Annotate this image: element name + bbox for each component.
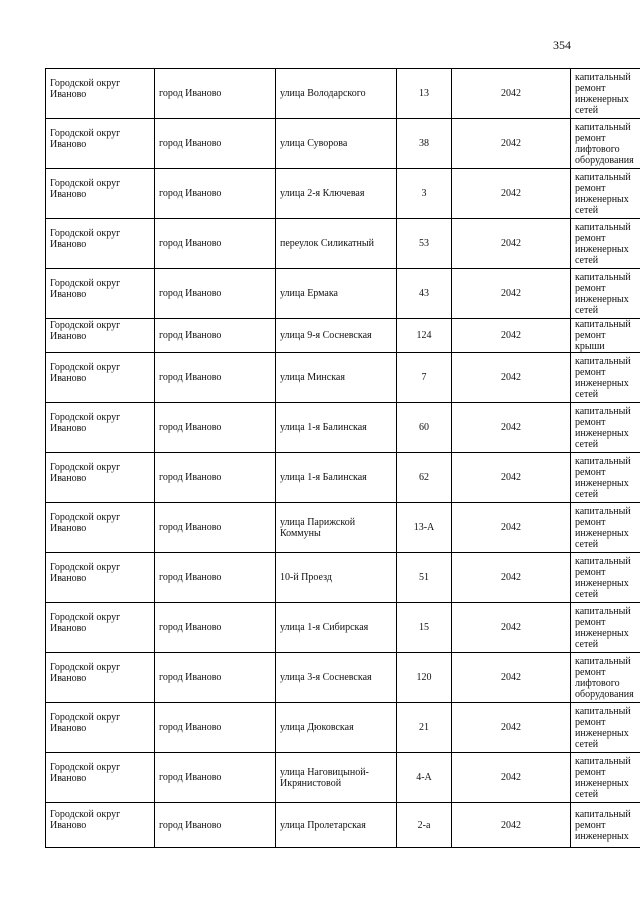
cell-house-number: 15 bbox=[397, 603, 452, 653]
cell-city: город Иваново bbox=[155, 753, 276, 803]
cell-house-number: 7 bbox=[397, 353, 452, 403]
cell-work-type: капитальный ремонт инженерных сетей bbox=[571, 453, 640, 503]
cell-street: улица 1-я Балинская bbox=[276, 453, 397, 503]
okrug-text: Городской округ Иваново bbox=[50, 809, 121, 831]
table-row bbox=[46, 219, 640, 269]
cell-work-type: капитальный ремонт лифтового оборудования bbox=[571, 653, 640, 703]
cell-okrug bbox=[46, 69, 155, 119]
okrug-text: Городской округ Иваново bbox=[50, 77, 121, 100]
cell-work-type: капитальный ремонт крыши bbox=[571, 319, 640, 353]
cell-city: город Иваново bbox=[155, 219, 276, 269]
registry-body bbox=[46, 69, 640, 848]
cell-street: улица Минская bbox=[276, 353, 397, 403]
cell-year: 2042 bbox=[452, 803, 571, 848]
table-row bbox=[46, 553, 640, 603]
table-row bbox=[46, 453, 640, 503]
cell-house-number: 43 bbox=[397, 269, 452, 319]
cell-city: город Иваново bbox=[155, 69, 276, 119]
table-row bbox=[46, 353, 640, 403]
cell-okrug bbox=[46, 503, 155, 553]
cell-work-type: капитальный ремонт инженерных сетей bbox=[571, 169, 640, 219]
okrug-text: Городской округ Иваново bbox=[50, 227, 121, 250]
cell-okrug bbox=[46, 119, 155, 169]
cell-okrug bbox=[46, 169, 155, 219]
cell-work-type: капитальный ремонт инженерных сетей bbox=[571, 753, 640, 803]
cell-street: улица Суворова bbox=[276, 119, 397, 169]
cell-year: 2042 bbox=[452, 319, 571, 353]
cell-work-type: капитальный ремонт инженерных сетей bbox=[571, 403, 640, 453]
cell-okrug bbox=[46, 319, 155, 353]
table-row bbox=[46, 269, 640, 319]
cell-work-type: капитальный ремонт инженерных сетей bbox=[571, 553, 640, 603]
cell-year: 2042 bbox=[452, 453, 571, 503]
cell-okrug bbox=[46, 269, 155, 319]
okrug-text: Городской округ Иваново bbox=[50, 127, 121, 150]
cell-okrug bbox=[46, 219, 155, 269]
table-row bbox=[46, 119, 640, 169]
cell-city: город Иваново bbox=[155, 653, 276, 703]
cell-city: город Иваново bbox=[155, 119, 276, 169]
cell-okrug bbox=[46, 553, 155, 603]
cell-okrug bbox=[46, 703, 155, 753]
table-row bbox=[46, 803, 640, 848]
cell-city: город Иваново bbox=[155, 353, 276, 403]
cell-city: город Иваново bbox=[155, 453, 276, 503]
cell-house-number: 21 bbox=[397, 703, 452, 753]
cell-work-type: капитальный ремонт инженерных сетей bbox=[571, 69, 640, 119]
cell-work-type: капитальный ремонт инженерных сетей bbox=[571, 603, 640, 653]
cell-city: город Иваново bbox=[155, 603, 276, 653]
okrug-text: Городской округ Иваново bbox=[50, 411, 121, 434]
okrug-text: Городской округ Иваново bbox=[50, 319, 121, 342]
page-number: 354 bbox=[553, 38, 571, 52]
cell-year: 2042 bbox=[452, 653, 571, 703]
okrug-text: Городской округ Иваново bbox=[50, 177, 121, 200]
table-row bbox=[46, 653, 640, 703]
cell-city: город Иваново bbox=[155, 269, 276, 319]
cell-work-type: капитальный ремонт инженерных сетей bbox=[571, 219, 640, 269]
cell-city: город Иваново bbox=[155, 803, 276, 848]
table-row bbox=[46, 503, 640, 553]
cell-street: улица 1-я Сибирская bbox=[276, 603, 397, 653]
table-row bbox=[46, 169, 640, 219]
cell-street: переулок Силикатный bbox=[276, 219, 397, 269]
okrug-text: Городской округ Иваново bbox=[50, 611, 121, 634]
table-row bbox=[46, 319, 640, 353]
cell-street: улица 1-я Балинская bbox=[276, 403, 397, 453]
okrug-text: Городской округ Иваново bbox=[50, 761, 121, 784]
cell-house-number: 120 bbox=[397, 653, 452, 703]
cell-house-number: 38 bbox=[397, 119, 452, 169]
cell-street: улица Володарского bbox=[276, 69, 397, 119]
registry-table bbox=[45, 68, 640, 848]
cell-house-number: 2-а bbox=[397, 803, 452, 848]
cell-street: улица Пролетарская bbox=[276, 803, 397, 848]
cell-house-number: 53 bbox=[397, 219, 452, 269]
table-row bbox=[46, 703, 640, 753]
cell-city: город Иваново bbox=[155, 403, 276, 453]
okrug-text: Городской округ Иваново bbox=[50, 711, 121, 734]
cell-year: 2042 bbox=[452, 119, 571, 169]
okrug-text: Городской округ Иваново bbox=[50, 661, 121, 684]
cell-city: город Иваново bbox=[155, 703, 276, 753]
cell-street: улица 3-я Сосневская bbox=[276, 653, 397, 703]
cell-okrug bbox=[46, 353, 155, 403]
cell-okrug bbox=[46, 603, 155, 653]
cell-city: город Иваново bbox=[155, 169, 276, 219]
table-row bbox=[46, 69, 640, 119]
cell-street: 10-й Проезд bbox=[276, 553, 397, 603]
cell-year: 2042 bbox=[452, 403, 571, 453]
cell-okrug bbox=[46, 803, 155, 848]
cell-work-type: капитальный ремонт лифтового оборудования bbox=[571, 119, 640, 169]
okrug-text: Городской округ Иваново bbox=[50, 511, 121, 534]
cell-street: улица Дюковская bbox=[276, 703, 397, 753]
cell-okrug bbox=[46, 653, 155, 703]
okrug-text: Городской округ Иваново bbox=[50, 561, 121, 584]
cell-year: 2042 bbox=[452, 553, 571, 603]
cell-house-number: 60 bbox=[397, 403, 452, 453]
okrug-text: Городской округ Иваново bbox=[50, 277, 121, 300]
table-row bbox=[46, 753, 640, 803]
cell-okrug bbox=[46, 453, 155, 503]
table-row bbox=[46, 603, 640, 653]
cell-year: 2042 bbox=[452, 353, 571, 403]
cell-street: улица Наговицыной-Икрянистовой bbox=[276, 753, 397, 803]
cell-okrug bbox=[46, 403, 155, 453]
cell-okrug bbox=[46, 753, 155, 803]
cell-work-type: капитальный ремонт инженерных bbox=[571, 803, 640, 848]
cell-work-type: капитальный ремонт инженерных сетей bbox=[571, 503, 640, 553]
okrug-text: Городской округ Иваново bbox=[50, 361, 121, 384]
cell-year: 2042 bbox=[452, 269, 571, 319]
cell-year: 2042 bbox=[452, 603, 571, 653]
cell-house-number: 124 bbox=[397, 319, 452, 353]
cell-year: 2042 bbox=[452, 219, 571, 269]
cell-street: улица Ермака bbox=[276, 269, 397, 319]
cell-year: 2042 bbox=[452, 169, 571, 219]
cell-city: город Иваново bbox=[155, 553, 276, 603]
cell-house-number: 4-А bbox=[397, 753, 452, 803]
cell-house-number: 51 bbox=[397, 553, 452, 603]
cell-house-number: 13 bbox=[397, 69, 452, 119]
cell-work-type: капитальный ремонт инженерных сетей bbox=[571, 269, 640, 319]
cell-work-type: капитальный ремонт инженерных сетей bbox=[571, 353, 640, 403]
cell-year: 2042 bbox=[452, 703, 571, 753]
cell-house-number: 3 bbox=[397, 169, 452, 219]
cell-city: город Иваново bbox=[155, 503, 276, 553]
cell-year: 2042 bbox=[452, 503, 571, 553]
cell-year: 2042 bbox=[452, 69, 571, 119]
table-row bbox=[46, 403, 640, 453]
cell-house-number: 13-А bbox=[397, 503, 452, 553]
cell-city: город Иваново bbox=[155, 319, 276, 353]
cell-work-type: капитальный ремонт инженерных сетей bbox=[571, 703, 640, 753]
cell-street: улица 9-я Сосневская bbox=[276, 319, 397, 353]
okrug-text: Городской округ Иваново bbox=[50, 461, 121, 484]
cell-street: улица 2-я Ключевая bbox=[276, 169, 397, 219]
cell-year: 2042 bbox=[452, 753, 571, 803]
cell-house-number: 62 bbox=[397, 453, 452, 503]
cell-street: улица Парижской Коммуны bbox=[276, 503, 397, 553]
